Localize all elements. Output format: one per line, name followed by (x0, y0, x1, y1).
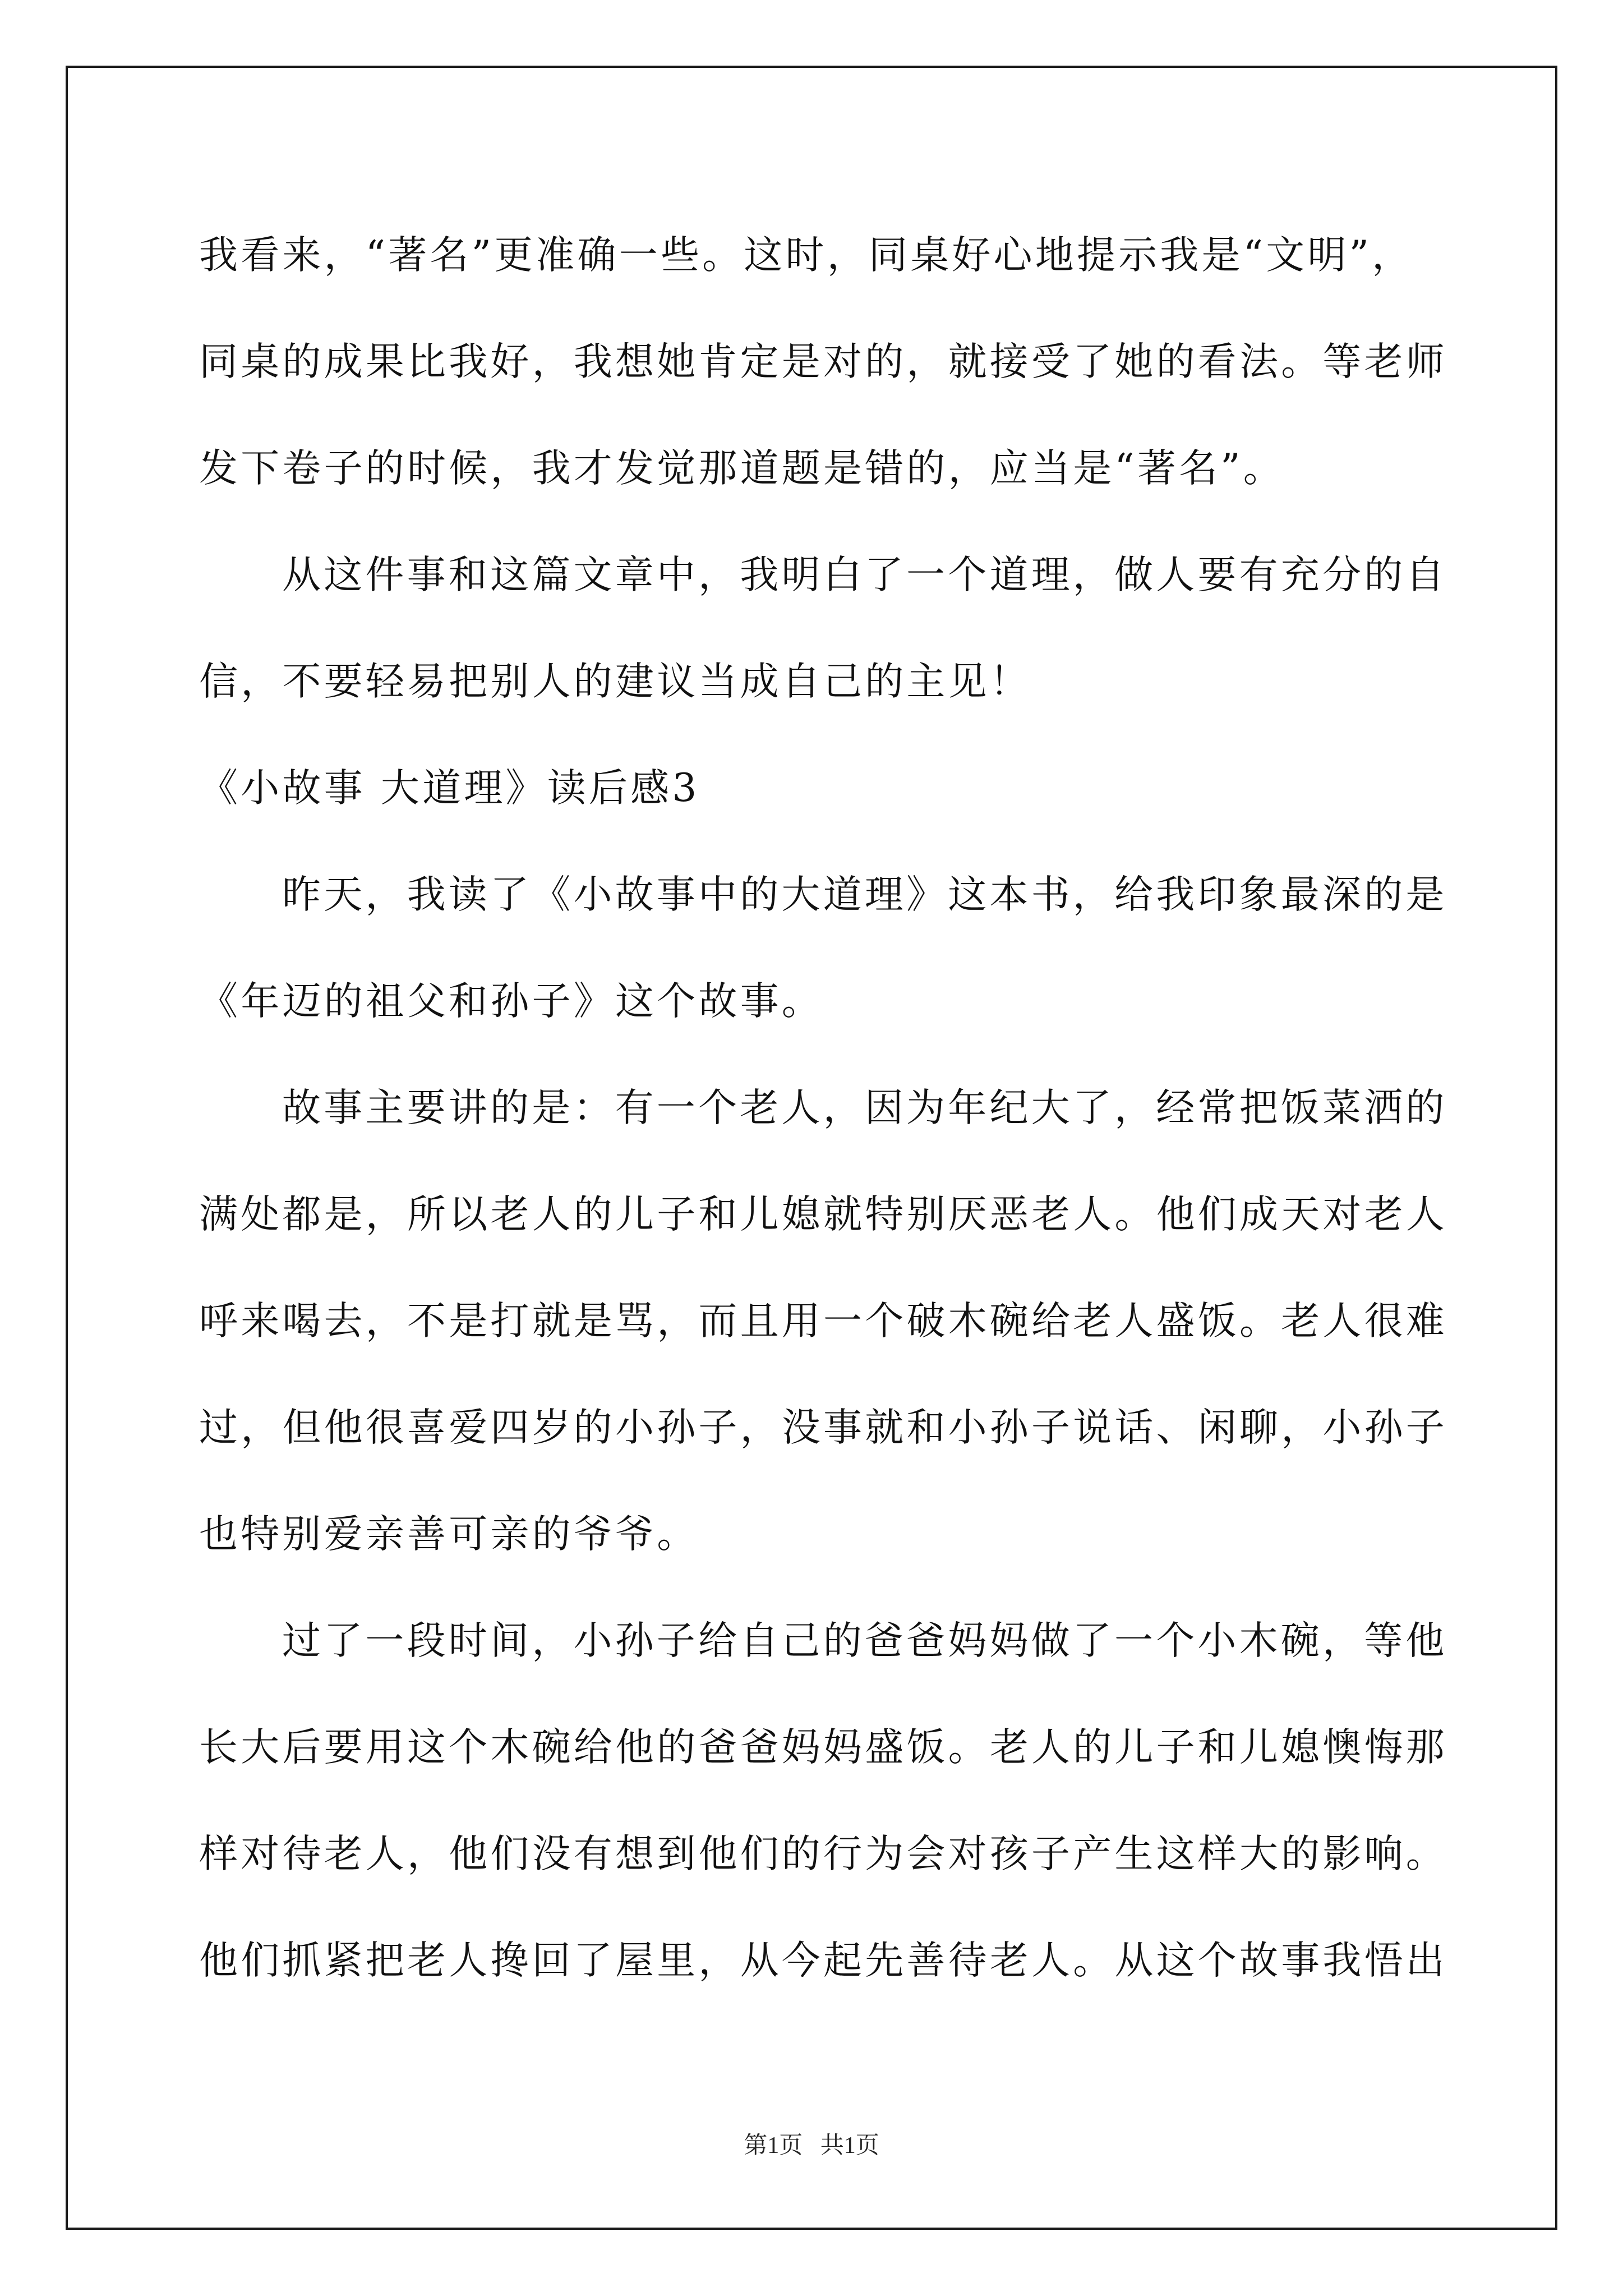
text-line: 呼来喝去，不是打就是骂，而且用一个破木碗给老人盛饭。老人很难 (199, 1299, 1447, 1343)
page-footer (0, 2129, 1623, 2162)
paragraph-start-line: 昨天，我读了《小故事中的大道理》这本书，给我印象最深的是 (282, 872, 1447, 917)
page-total: 共1页 (820, 2133, 879, 2159)
text-line: 我看来，“著名”更准确一些。这时，同桌好心地提示我是“文明”， (199, 233, 1414, 278)
page-number: 第1页 (744, 2133, 803, 2159)
paragraph-start-line: 从这件事和这篇文章中，我明白了一个道理，做人要有充分的自 (282, 553, 1447, 597)
text-line: 也特别爱亲善可亲的爷爷。 (199, 1512, 699, 1557)
paragraph-start-line: 故事主要讲的是：有一个老人，因为年纪大了，经常把饭菜洒的 (282, 1085, 1447, 1130)
text-line: 样对待老人，他们没有想到他们的行为会对孩子产生这样大的影响。 (199, 1832, 1447, 1876)
text-line: 同桌的成果比我好，我想她肯定是对的，就接受了她的看法。等老师 (199, 339, 1447, 384)
text-line: 过，但他很喜爱四岁的小孙子，没事就和小孙子说话、闲聊，小孙子 (199, 1405, 1447, 1450)
text-line: 信，不要轻易把别人的建议当成自己的主见！ (199, 659, 1031, 704)
text-line: 长大后要用这个木碗给他的爸爸妈妈盛饭。老人的儿子和儿媳懊悔那 (199, 1725, 1447, 1770)
text-line: 《年迈的祖父和孙子》这个故事。 (199, 979, 823, 1024)
text-line: 发下卷子的时候，我才发觉那道题是错的，应当是“著名”。 (199, 446, 1285, 491)
paragraph-start-line: 过了一段时间，小孙子给自己的爸爸妈妈做了一个小木碗，等他 (282, 1618, 1447, 1663)
text-line: 他们抓紧把老人搀回了屋里，从今起先善待老人。从这个故事我悟出 (199, 1938, 1447, 1983)
section-heading: 《小故事 大道理》读后感3 (199, 766, 700, 811)
text-line: 满处都是，所以老人的儿子和儿媳就特别厌恶老人。他们成天对老人 (199, 1192, 1447, 1237)
document-body (199, 202, 1447, 2014)
